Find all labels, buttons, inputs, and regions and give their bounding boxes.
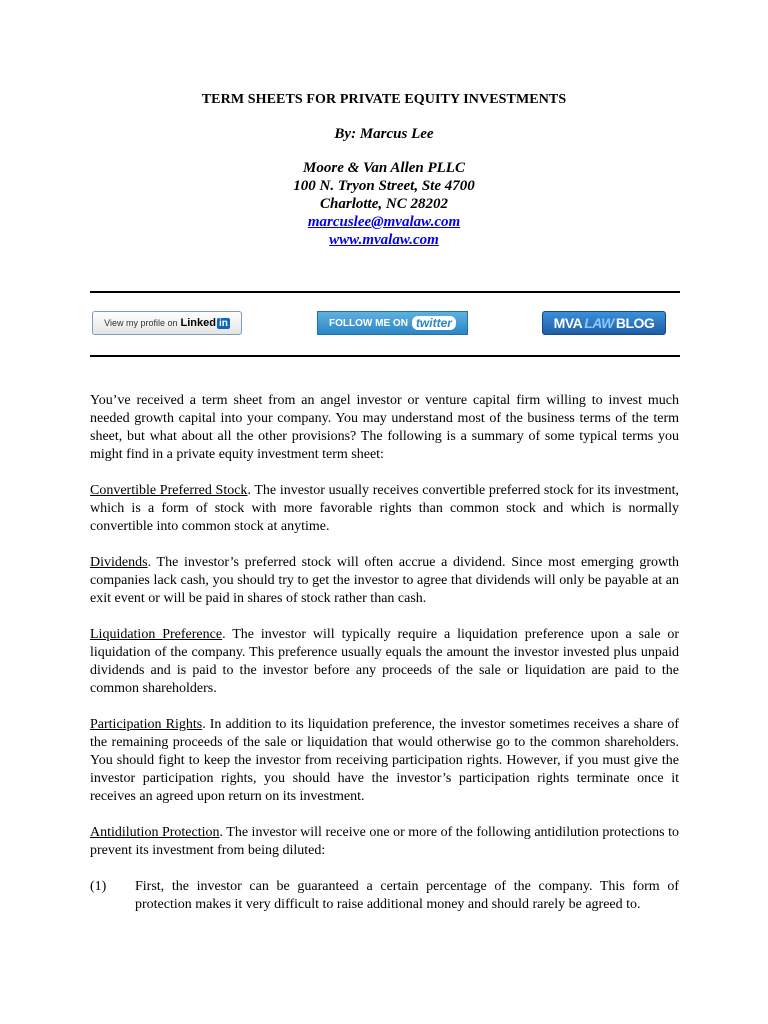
section-antidilution-protection <box>90 824 679 860</box>
twitter-prefix-label: FOLLOW ME ON <box>329 317 408 329</box>
section-heading: Dividends <box>90 555 148 570</box>
linkedin-profile-button[interactable] <box>92 311 242 335</box>
section-convertible-preferred <box>90 482 679 536</box>
twitter-logo-icon: twitter <box>412 316 456 330</box>
street-address: 100 N. Tryon Street, Ste 4700 <box>293 178 475 194</box>
linkedin-brand-label: Linked <box>180 317 216 329</box>
website-link[interactable]: www.mvalaw.com <box>329 232 439 248</box>
mva-law-blog-button[interactable] <box>542 311 666 335</box>
blog-logo-part: BLOG <box>615 315 655 331</box>
list-item-number: (1) <box>90 879 107 894</box>
section-text: . The investor usually receives convertible preferred stock for its investment, which is a form of stock with more favorable rights than common stock and which is normally convertible into common stock at anytime. <box>90 483 680 534</box>
list-item-text: First, the investor can be guaranteed a certain percentage of the company. This form of protection makes it very difficult to raise additional money and should rarely be agreed to. <box>135 879 679 912</box>
mva-logo-part: MVA <box>553 315 583 331</box>
section-dividends <box>90 554 679 608</box>
firm-name: Moore & Van Allen PLLC <box>303 160 465 176</box>
intro-paragraph: You’ve received a term sheet from an angel investor or venture capital firm willing to invest much needed growth capital into your company. You may understand most of the business terms of the term sheet, but what about all the other provisions? The following is a summary of some typical terms you might find in a private equity investment term sheet: <box>90 393 679 462</box>
bottom-divider <box>90 355 680 357</box>
twitter-follow-button[interactable] <box>317 311 468 335</box>
list-item <box>90 878 679 914</box>
section-text: . The investor’s preferred stock will often accrue a dividend. Since most emerging growth companies lack cash, you should try to get the investor to agree that dividends will only be payable at an exit event or will be paid in shares of stock rather than cash. <box>90 555 679 606</box>
section-heading: Participation Rights <box>90 717 203 732</box>
linkedin-prefix-label: View my profile on <box>104 318 178 328</box>
document-title: TERM SHEETS FOR PRIVATE EQUITY INVESTMENTS <box>201 92 567 107</box>
city-state-zip: Charlotte, NC 28202 <box>320 196 448 212</box>
top-divider <box>90 291 680 293</box>
document-body <box>90 392 679 914</box>
social-badges <box>90 307 680 341</box>
author-byline: By: Marcus Lee <box>334 126 434 142</box>
section-participation-rights <box>90 716 679 806</box>
section-heading: Convertible Preferred Stock <box>90 483 248 498</box>
section-text: . In addition to its liquidation preference, the investor sometimes receives a share of the remaining proceeds of the sale or liquidation that would otherwise go to the common shareholders. You should fight to keep the investor from receiving participation rights. However, if you must give the investor participation rights, you should have the investor’s participation rights terminate once it receives an agreed upon return on its investment. <box>90 717 679 804</box>
section-heading: Liquidation Preference <box>90 627 223 642</box>
document-header <box>0 92 768 249</box>
section-heading: Antidilution Protection <box>90 825 220 840</box>
author-address <box>0 159 768 249</box>
section-text: . The investor will receive one or more of the following antidilution protections to prevent its investment from being diluted: <box>90 825 679 858</box>
section-text: . The investor will typically require a liquidation preference upon a sale or liquidation of the company. This preference usually equals the amount the investor invested plus unpaid dividends and is paid to the investor before any proceeds of the sale or liquidation are paid to the common shareholders. <box>90 627 679 696</box>
law-logo-part: LAW <box>584 315 614 331</box>
linkedin-logo-icon: in <box>218 317 228 329</box>
email-link[interactable]: marcuslee@mvalaw.com <box>307 214 461 230</box>
section-liquidation-preference <box>90 626 679 698</box>
